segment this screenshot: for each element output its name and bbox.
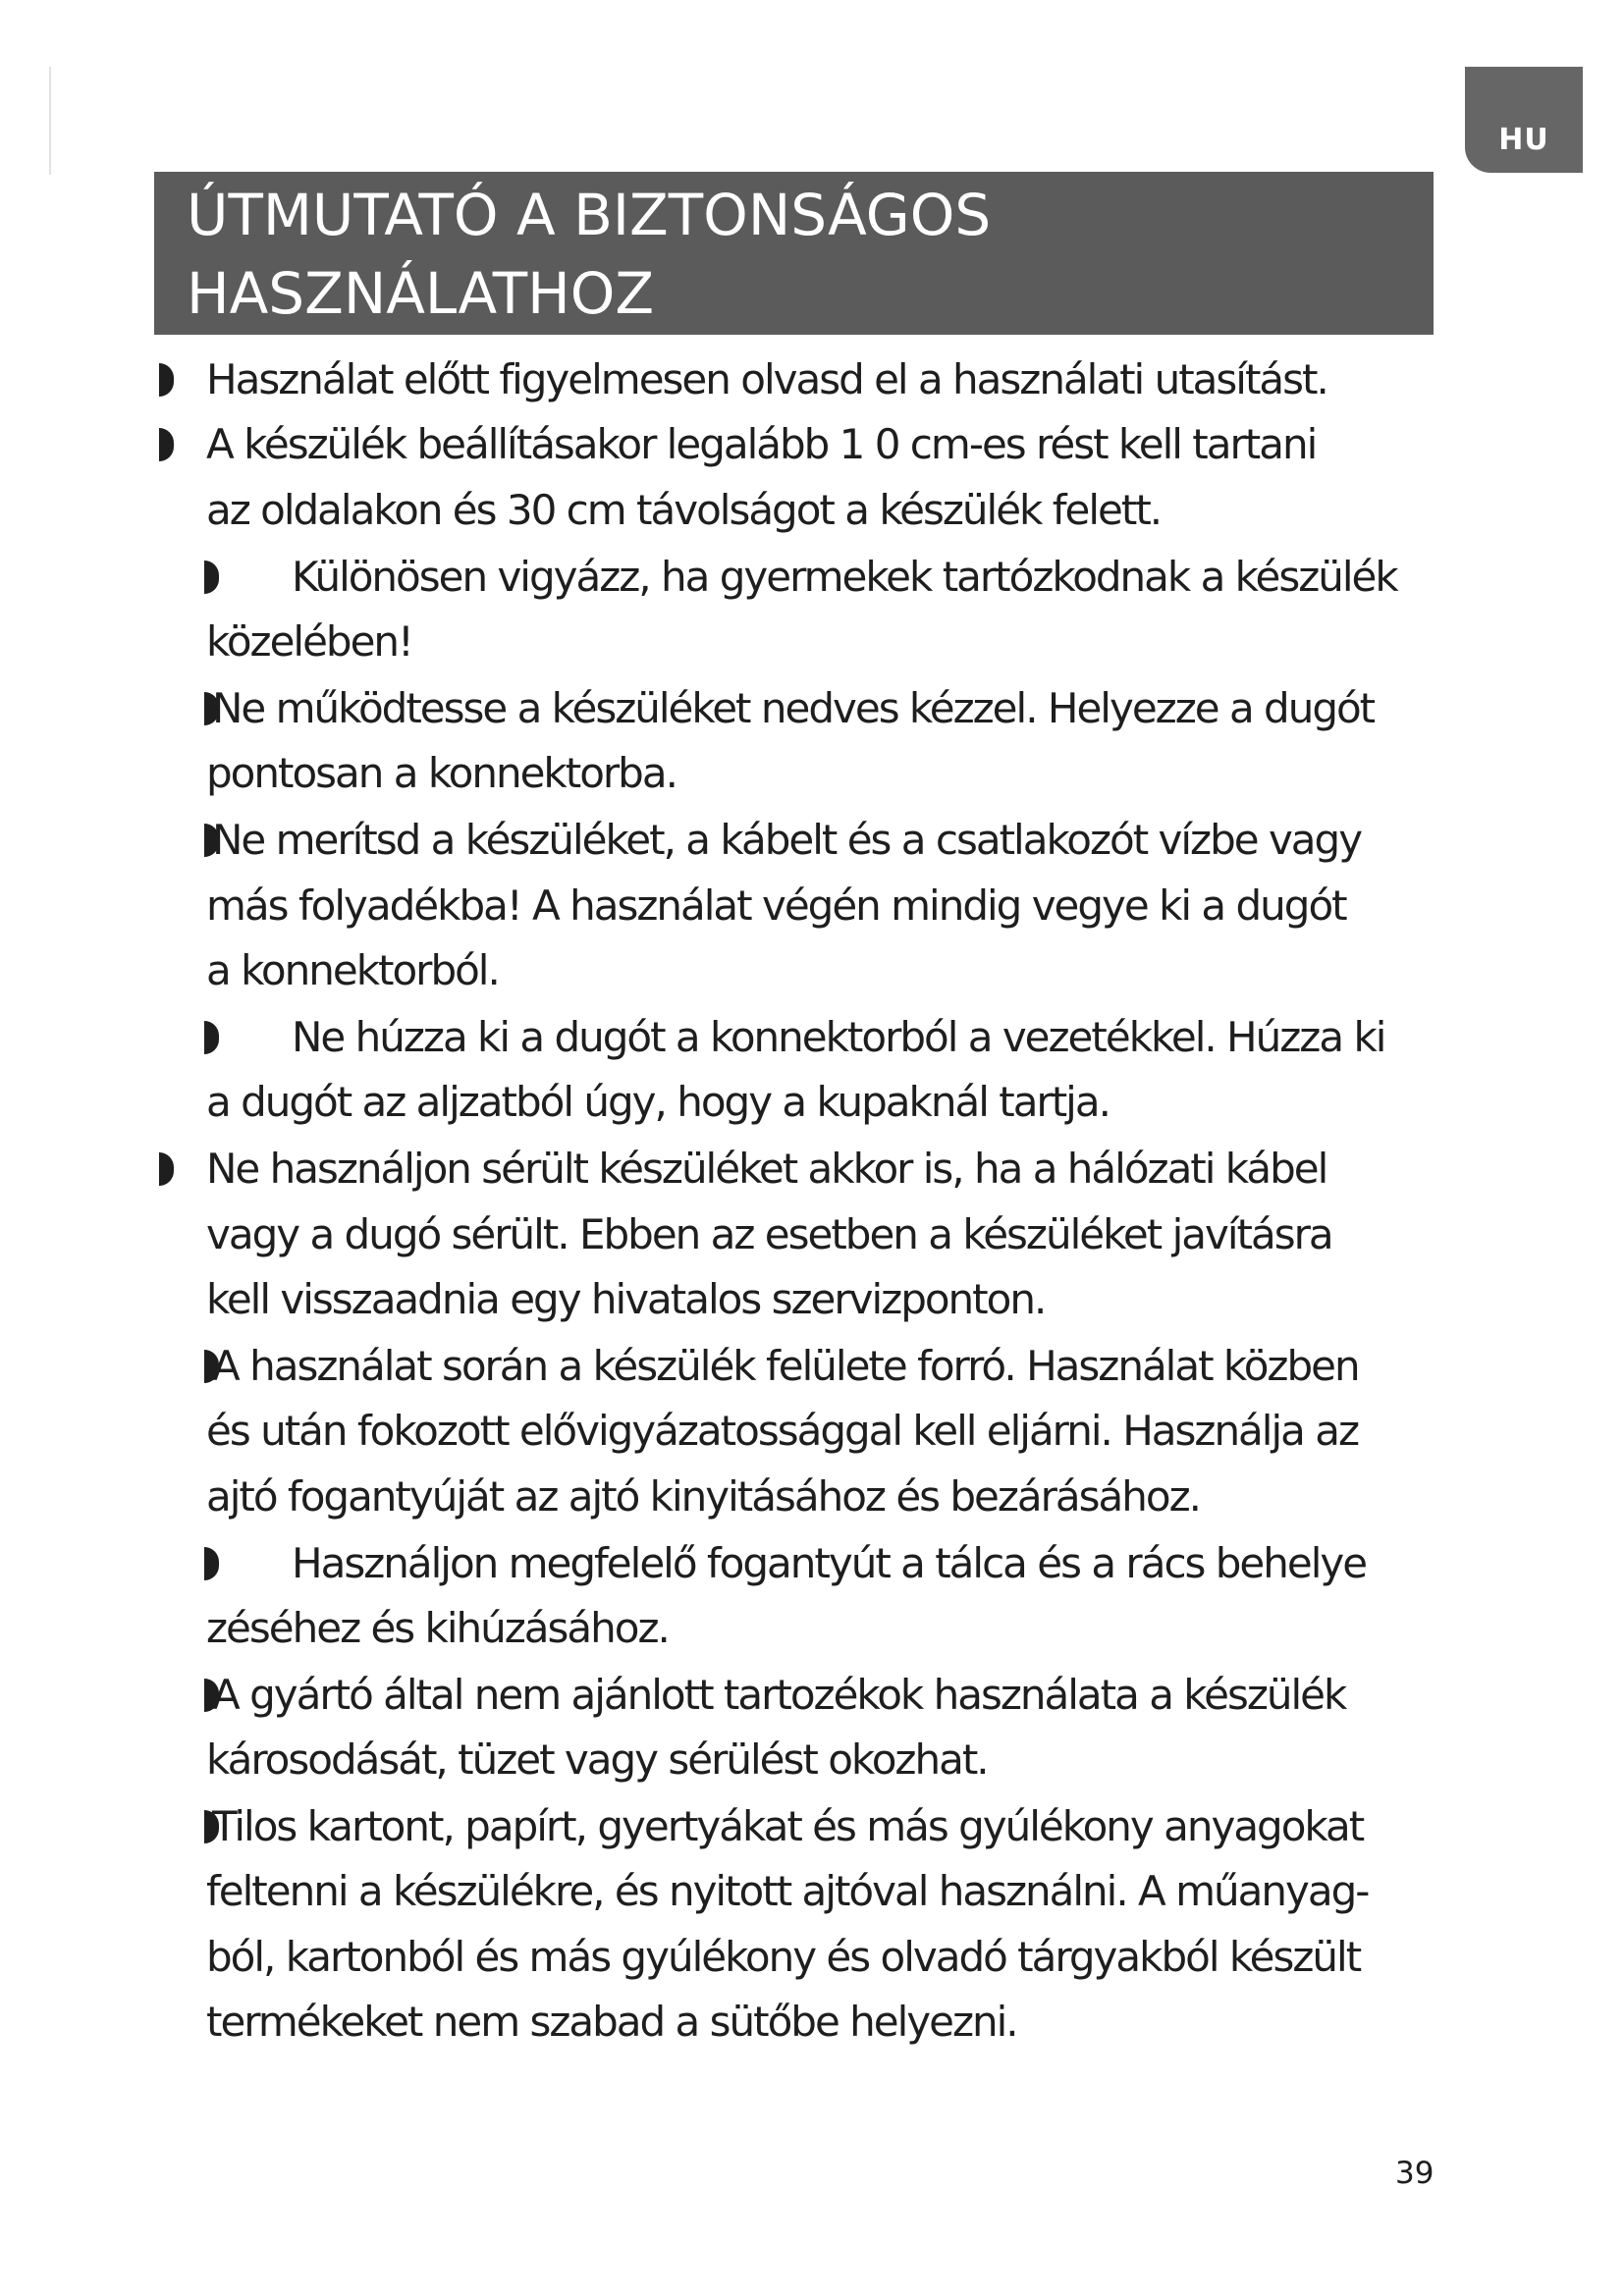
instruction-line: kell visszaadnia egy hivatalos szervizponton.	[206, 1275, 1046, 1323]
instruction-line: és után fokozott elővigyázatossággal kell eljárni. Használja az	[206, 1407, 1359, 1455]
instruction-line: zéséhez és kihúzásához.	[206, 1604, 669, 1652]
instruction-line: ajtó fogantyúját az ajtó kinyitásához és bezárásához.	[206, 1472, 1201, 1521]
instruction-line: Használjon megfelelő fogantyút a tálca és a rács behelye	[292, 1539, 1367, 1587]
instruction-line: Ne merítsd a készüléket, a kábelt és a csatlakozót vízbe vagy	[212, 816, 1362, 864]
instruction-line: pontosan a konnektorba.	[206, 749, 677, 797]
instruction-line: Ne működtesse a készüléket nedves kézzel. Helyezze a dugót	[212, 684, 1375, 732]
page-edge-line	[49, 67, 51, 175]
instruction-line: Különösen vigyázz, ha gyermekek tartózkodnak a készülék	[292, 553, 1397, 601]
instruction-line: a konnektorból.	[206, 946, 499, 994]
instruction-line: károsodását, tüzet vagy sérülést okozhat.	[206, 1735, 988, 1784]
bullet-icon	[204, 1547, 219, 1580]
instruction-line: termékeket nem szabad a sütőbe helyezni.	[206, 1998, 1017, 2046]
bullet-icon	[159, 428, 174, 461]
instruction-line: A gyártó által nem ajánlott tartozékok használata a készülék	[212, 1671, 1346, 1719]
bullet-icon	[204, 561, 219, 594]
instruction-line: az oldalakon és 30 cm távolságot a készülék felett.	[206, 486, 1162, 534]
bullet-icon	[159, 363, 174, 397]
instruction-line: más folyadékba! A használat végén mindig vegye ki a dugót	[206, 881, 1346, 930]
section-title-line: ÚTMUTATÓ A BIZTONSÁGOS	[187, 182, 992, 248]
instruction-line: Tilos kartont, papírt, gyertyákat és más gyúlékony anyagokat	[212, 1802, 1364, 1850]
instruction-line: közelében!	[206, 617, 412, 666]
instruction-line: Ne húzza ki a dugót a konnektorból a vezetékkel. Húzza ki	[292, 1013, 1385, 1061]
section-title	[154, 172, 1434, 335]
bullet-icon	[204, 1021, 219, 1054]
instruction-line: vagy a dugó sérült. Ebben az esetben a készüléket javításra	[206, 1210, 1332, 1258]
language-tab	[1465, 67, 1583, 173]
language-code: HU	[1498, 123, 1549, 157]
instruction-line: Használat előtt figyelmesen olvasd el a használati utasítást.	[206, 355, 1327, 403]
instruction-line: feltenni a készülékre, és nyitott ajtóval használni. A műanyag-	[206, 1867, 1369, 1915]
instruction-line: A készülék beállításakor legalább 1 0 cm-es rést kell tartani	[206, 420, 1317, 468]
bullet-icon	[159, 1152, 174, 1186]
instruction-line: ból, kartonból és más gyúlékony és olvadó tárgyakból készült	[206, 1933, 1361, 1981]
page-number: 39	[1395, 2156, 1435, 2191]
instruction-line: Ne használjon sérült készüléket akkor is, ha a hálózati kábel	[206, 1145, 1327, 1193]
instruction-line: a dugót az aljzatból úgy, hogy a kupaknál tartja.	[206, 1078, 1110, 1126]
section-title-line: HASZNÁLATHOZ	[187, 260, 655, 327]
instruction-line: A használat során a készülék felülete forró. Használat közben	[212, 1342, 1359, 1390]
